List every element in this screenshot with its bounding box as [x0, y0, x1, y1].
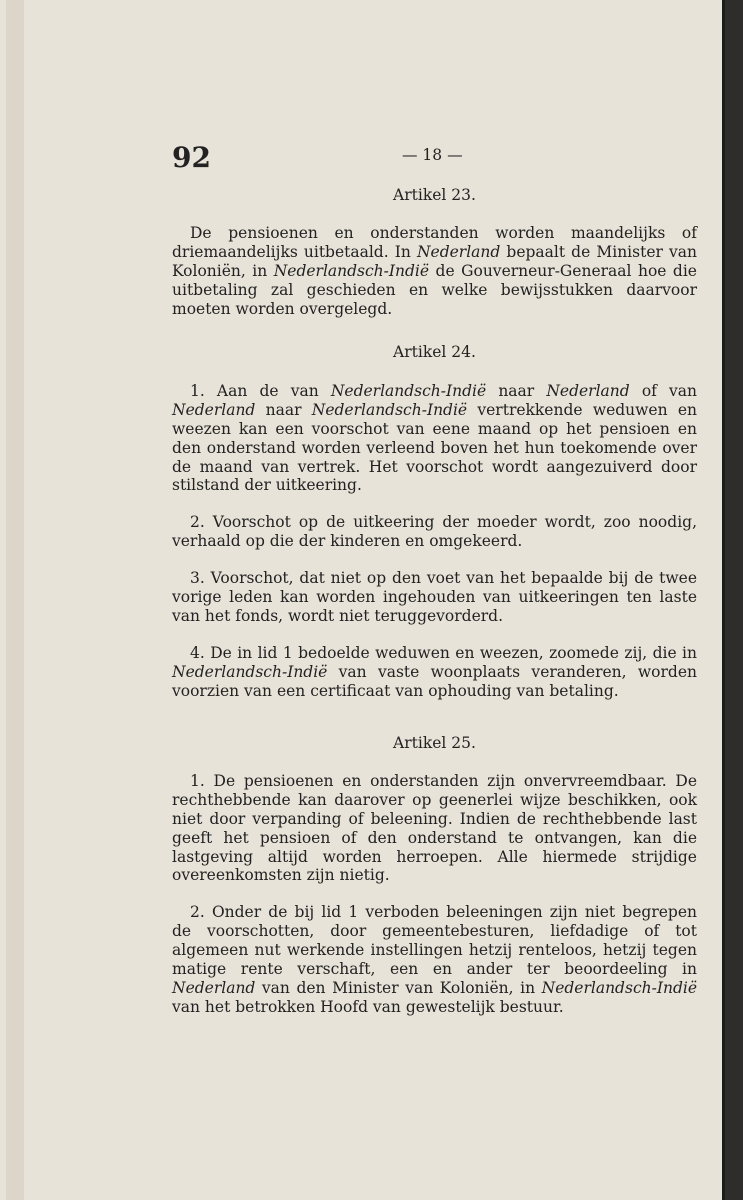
page-indicator: — 18 —: [402, 146, 463, 164]
article-25: [172, 734, 697, 1017]
article-24: [172, 343, 697, 701]
stamp-page-number: 92: [172, 141, 211, 174]
article-paragraph: 1. De pensioenen en onderstanden zijn onvervreemdbaar. De rechthebbende kan daarover op geenerlei wijze beschikken, ook niet door verpanding of beleening. Indien de rechthebbende last geeft het pensioen of den onderstand te ontvangen, kan die lastgeving altijd worden herroepen. Alle hiermede strijdige overeenkomsten zijn nietig.: [172, 771, 697, 885]
article-paragraph: 1. Aan de van Nederlandsch-Indië naar Nederland of van Nederland naar Nederlandsch-Indië vertrekkende weduwen en weezen kan een voorschot van eene maand op het pensioen en den onderstand worden verleend boven het hun toekomende over de maand van vertrek. Het voorschot wordt aangezuiverd door stilstand der uitkeering.: [172, 381, 698, 495]
article-paragraph: 2. Onder de bij lid 1 verboden beleeningen zijn niet begrepen de voorschotten, door gemeentebesturen, liefdadige of tot algemeen nut werkende instellingen hetzij renteloos, hetzij tegen matige rente verschaft, een en ander ter beoordeeling in Nederland van den Minister van Koloniën, in Nederlandsch-Indië van het betrokken Hoofd van gewestelijk bestuur.: [172, 903, 697, 1016]
article-paragraph: 3. Voorschot, dat niet op den voet van het bepaalde bij de twee vorige leden kan worden ingehouden van uitkeeringen ten laste van het fonds, wordt niet teruggevorderd.: [172, 569, 697, 625]
article-paragraph: 2. Voorschot op de uitkeering der moeder wordt, zoo noodig, verhaald op die der kinderen en omgekeerd.: [172, 513, 697, 551]
article-paragraph: De pensioenen en onderstanden worden maandelijks of driemaandelijks uitbetaald. In Nederland bepaalt de Minister van Koloniën, in Nederlandsch-Indië de Gouverneur-Generaal hoe die uitbetaling zal geschieden en welke bewijsstukken daarvoor moeten worden overgelegd.: [172, 223, 697, 318]
article-paragraph: 4. De in lid 1 bedoelde weduwen en weezen, zoomede zij, die in Nederlandsch-Indië van vaste woonplaats veranderen, worden voorzien van een certificaat van ophouding van betaling.: [172, 643, 697, 700]
page-gutter: [6, 0, 24, 1200]
article-heading: Artikel 23.: [393, 186, 476, 204]
article-heading: Artikel 24.: [393, 343, 476, 361]
article-23: [172, 186, 697, 318]
article-heading: Artikel 25.: [393, 734, 476, 752]
